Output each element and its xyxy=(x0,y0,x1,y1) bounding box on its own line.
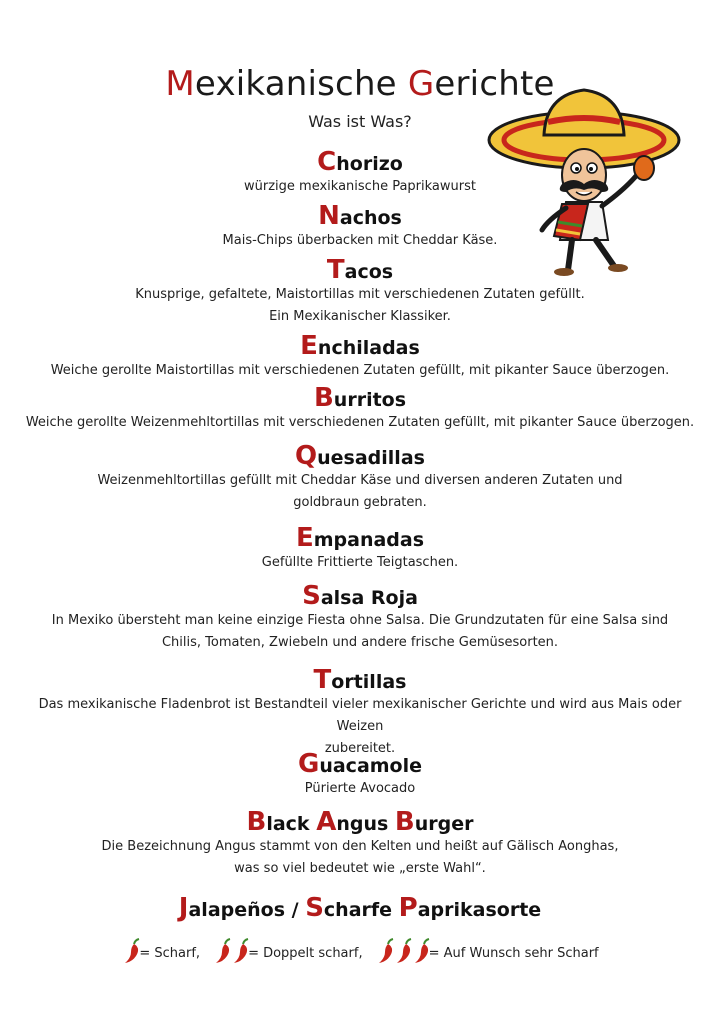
item-title-rest: uacamole xyxy=(319,755,423,777)
item-initial: B xyxy=(246,807,267,837)
title-rest-2: erichte xyxy=(434,64,555,104)
item-description: Ein Mexikanischer Klassiker. xyxy=(269,309,451,324)
item-initial: A xyxy=(316,807,337,837)
item-description: Chilis, Tomaten, Zwiebeln und andere frische Gemüsesorten. xyxy=(161,635,559,650)
chili-icon-group xyxy=(212,938,248,968)
spice-legend-heading xyxy=(20,893,700,923)
item-title-rest: achos xyxy=(339,207,402,229)
item-title-rest: lack xyxy=(266,813,317,835)
item-initial: N xyxy=(318,201,340,231)
spice-legend xyxy=(0,938,720,968)
title-initial-2: G xyxy=(407,64,435,104)
item-initial: T xyxy=(326,255,345,285)
menu-item-black-angus-burger xyxy=(20,807,700,880)
item-title-rest: horizo xyxy=(336,153,403,175)
item-title xyxy=(20,749,700,779)
chili-icon-group xyxy=(121,938,139,968)
menu-item-empanadas xyxy=(20,523,700,574)
title-rest-1: exikanische xyxy=(194,64,408,104)
item-title xyxy=(20,383,700,413)
item-title-rest: acos xyxy=(344,261,394,283)
legend-entry-sehr-scharf xyxy=(375,938,599,968)
item-description: Gefüllte Frittierte Teigtaschen. xyxy=(261,555,459,570)
item-title-rest: nchiladas xyxy=(317,337,420,359)
item-title-rest: alsa Roja xyxy=(320,587,418,609)
item-description: Weizenmehltortillas gefüllt mit Cheddar Käse und diversen anderen Zutaten und xyxy=(97,473,623,488)
menu-item-nachos xyxy=(20,201,700,252)
item-title xyxy=(20,255,700,285)
menu-item-tortillas xyxy=(20,665,700,760)
item-initial: B xyxy=(394,807,415,837)
item-description: In Mexiko übersteht man keine einzige Fiesta ohne Salsa. Die Grundzutaten für eine Salsa sind xyxy=(51,613,669,628)
item-title xyxy=(20,331,700,361)
legend-label: = Auf Wunsch sehr Scharf xyxy=(428,945,599,961)
item-initial: E xyxy=(295,523,314,553)
menu-item-guacamole xyxy=(20,749,700,800)
item-initial: G xyxy=(297,749,320,779)
item-initial: S xyxy=(305,893,324,923)
item-title-rest: ortillas xyxy=(331,671,407,693)
item-title xyxy=(20,523,700,553)
item-description: was so viel bedeutet wie „erste Wahl“. xyxy=(234,861,486,876)
item-initial: T xyxy=(313,665,332,695)
item-initial: Q xyxy=(295,441,318,471)
item-description: Das mexikanische Fladenbrot ist Bestandteil vieler mexikanischer Gerichte und wird aus Mais oder Weizen xyxy=(38,697,682,734)
item-initial: C xyxy=(317,147,337,177)
item-description: Die Bezeichnung Angus stammt von den Kelten und heißt auf Gälisch Aonghas, xyxy=(101,839,619,854)
item-description: würzige mexikanische Paprikawurst xyxy=(244,179,476,194)
item-title xyxy=(20,201,700,231)
chili-icon-group xyxy=(375,938,429,968)
item-title-rest: uesadillas xyxy=(317,447,425,469)
menu-item-tacos xyxy=(20,255,700,328)
legend-title xyxy=(20,893,700,923)
item-title-rest: mpanadas xyxy=(313,529,425,551)
item-initial: B xyxy=(313,383,334,413)
legend-label: = Scharf, xyxy=(139,945,201,961)
item-initial: J xyxy=(178,893,189,923)
item-title-rest: urritos xyxy=(333,389,407,411)
item-title-rest: ngus xyxy=(336,813,395,835)
legend-entry-scharf xyxy=(121,938,200,968)
item-description: zubereitet. xyxy=(324,741,396,756)
item-title-rest: charfe xyxy=(323,899,399,921)
item-title xyxy=(20,807,700,837)
item-initial: P xyxy=(398,893,418,923)
item-description: Mais-Chips überbacken mit Cheddar Käse. xyxy=(222,233,498,248)
item-description: goldbraun gebraten. xyxy=(293,495,427,510)
item-title-rest: alapeños / xyxy=(188,899,306,921)
item-title-rest: urger xyxy=(414,813,474,835)
menu-item-quesadillas xyxy=(20,441,700,514)
menu-item-chorizo xyxy=(20,147,700,198)
title-initial-1: M xyxy=(165,64,195,104)
menu-item-enchiladas xyxy=(20,331,700,382)
item-title xyxy=(20,441,700,471)
menu-item-salsa-roja xyxy=(20,581,700,654)
item-title xyxy=(20,147,700,177)
item-description: Pürierte Avocado xyxy=(304,781,416,796)
item-title xyxy=(20,581,700,611)
legend-entry-doppelt-scharf xyxy=(212,938,363,968)
item-initial: S xyxy=(302,581,321,611)
item-description: Knusprige, gefaltete, Maistortillas mit verschiedenen Zutaten gefüllt. xyxy=(135,287,585,302)
legend-label: = Doppelt scharf, xyxy=(248,945,363,961)
menu-item-burritos xyxy=(20,383,700,434)
item-title xyxy=(20,665,700,695)
item-description: Weiche gerollte Maistortillas mit verschiedenen Zutaten gefüllt, mit pikanter Sauce überzogen. xyxy=(50,363,670,378)
page-subtitle: Was ist Was? xyxy=(308,112,412,131)
item-description: Weiche gerollte Weizenmehltortillas mit verschiedenen Zutaten gefüllt, mit pikanter Sauce überzogen. xyxy=(25,415,695,430)
item-initial: E xyxy=(300,331,318,361)
item-title-rest: aprikasorte xyxy=(417,899,542,921)
